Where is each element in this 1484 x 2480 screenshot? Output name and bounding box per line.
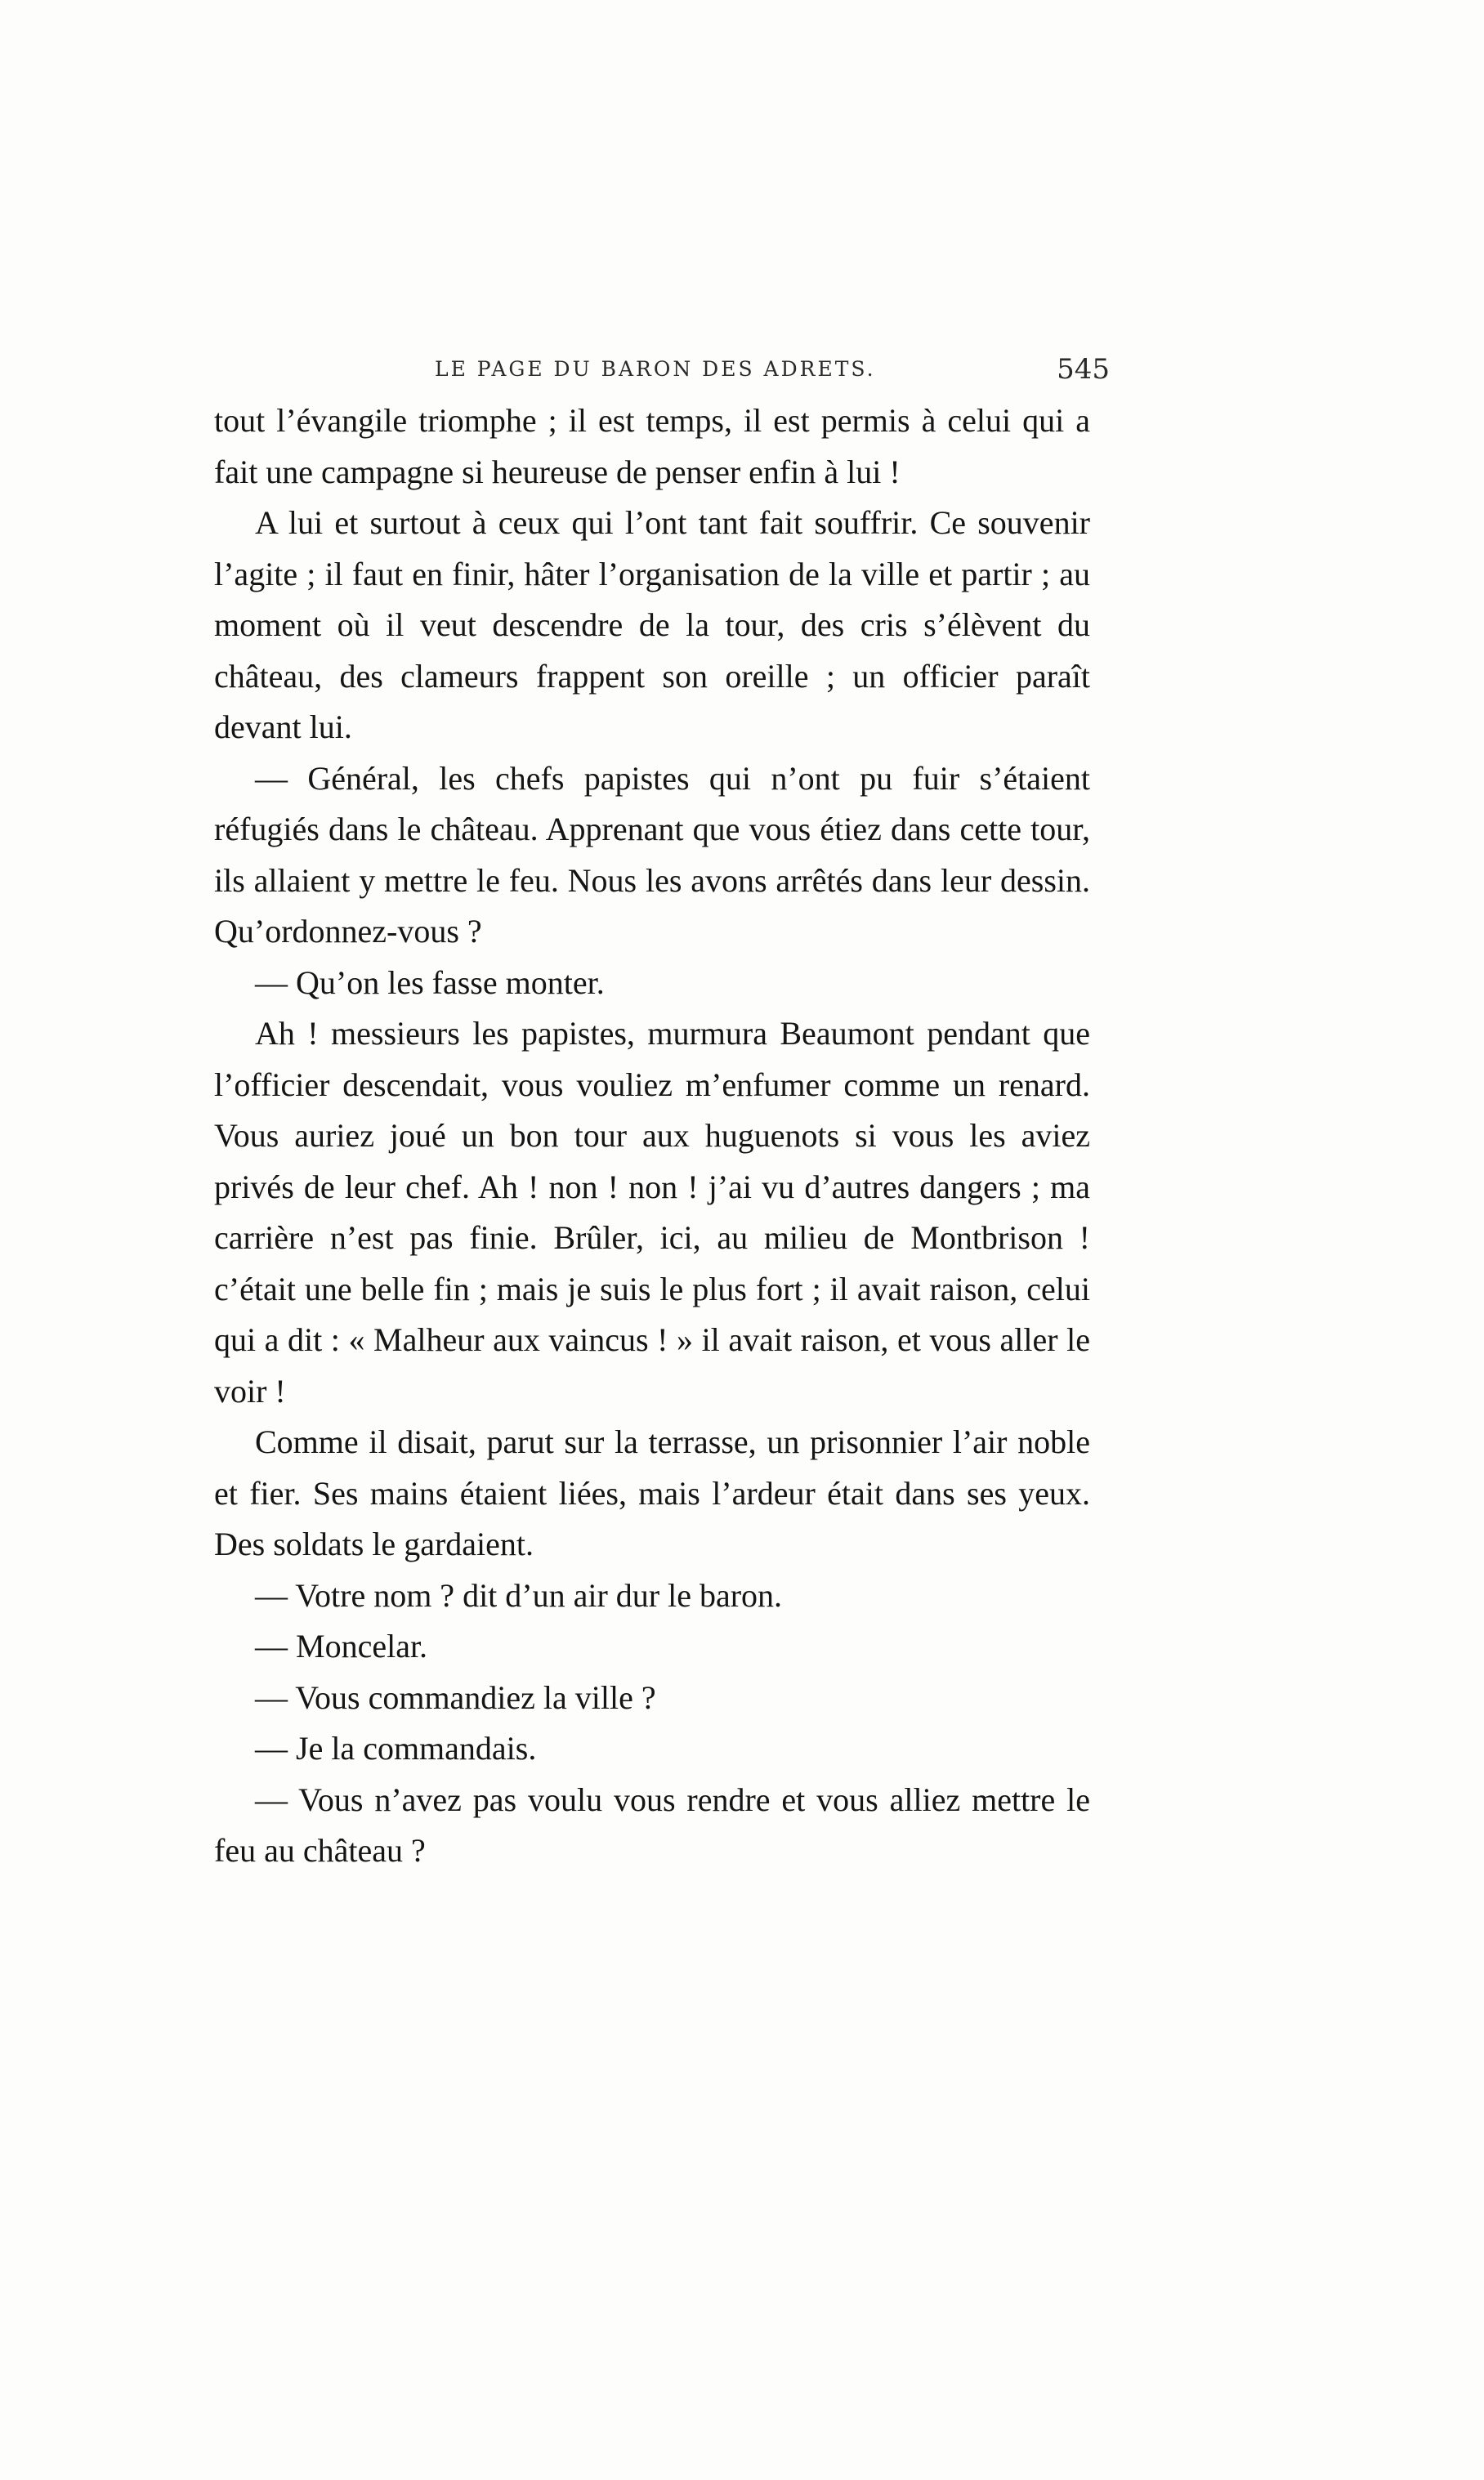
- dialogue-line: — Général, les chefs papistes qui n’ont pu fuir s’étaient réfugiés dans le château. Apprenant que vous étiez dans cette tour, ils allaient y mettre le feu. Nous les avons arrêtés dans leur dessin. Qu’ordonnez-vous ?: [214, 759, 1090, 950]
- dialogue-line: — Moncelar.: [255, 1628, 428, 1665]
- dialogue-line: — Vous commandiez la ville ?: [255, 1678, 656, 1716]
- dialogue-line: — Je la commandais.: [255, 1730, 537, 1767]
- body-text: [214, 395, 1090, 1877]
- page-number: 545: [1057, 353, 1110, 386]
- dialogue-line: — Vous n’avez pas voulu vous rendre et vous alliez mettre le feu au château ?: [214, 1781, 1090, 1869]
- dialogue-line: — Votre nom ? dit d’un air dur le baron.: [255, 1576, 783, 1614]
- paragraph: Comme il disait, parut sur la terrasse, un prisonnier l’air noble et fier. Ses mains étaient liées, mais l’ardeur était dans ses yeux. Des soldats le gardaient.: [214, 1423, 1090, 1562]
- paragraph: Ah ! messieurs les papistes, murmura Beaumont pendant que l’officier descendait, vous vouliez m’enfumer comme un renard. Vous auriez joué un bon tour aux huguenots si vous les aviez privés de leur chef. Ah ! non ! non ! j’ai vu d’autres dangers ; ma carrière n’est pas finie. Brûler, ici, au milieu de Montbrison ! c’était une belle fin ; mais je suis le plus fort ; il avait raison, celui qui a dit : « Malheur aux vaincus ! » il avait raison, et vous aller le voir !: [214, 1015, 1090, 1410]
- page-header: [214, 350, 1110, 389]
- running-title: LE PAGE DU BARON DES ADRETS.: [435, 357, 876, 381]
- paragraph-continuation: tout l’évangile triomphe ; il est temps, il est permis à celui qui a fait une campagne si heureuse de penser enfin à lui !: [214, 402, 1090, 490]
- dialogue-line: — Qu’on les fasse monter.: [255, 963, 605, 1001]
- paragraph: A lui et surtout à ceux qui l’ont tant fait souffrir. Ce souvenir l’agite ; il faut en finir, hâter l’organisation de la ville et partir ; au moment où il veut descendre de la tour, des cris s’élèvent du château, des clameurs frappent son oreille ; un officier paraît devant lui.: [214, 504, 1090, 745]
